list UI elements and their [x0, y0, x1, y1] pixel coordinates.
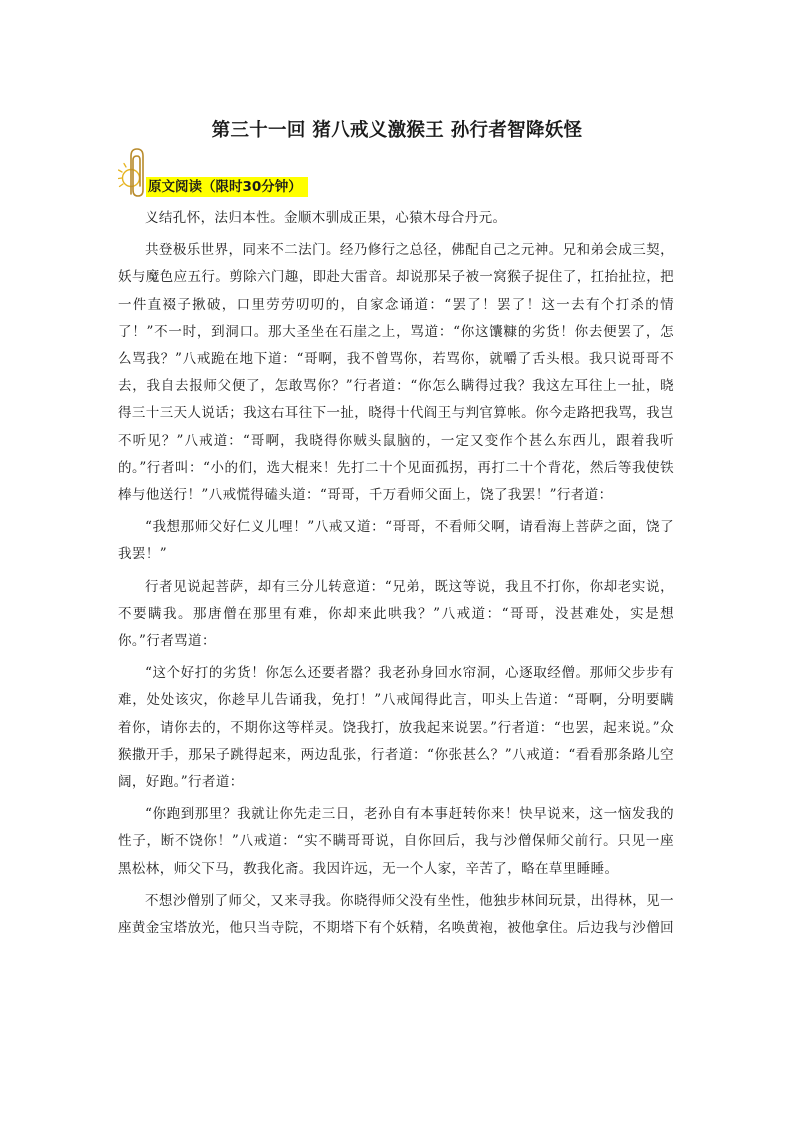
paragraph: 共登极乐世界，同来不二法门。经乃修行之总径，佛配自己之元神。兄和弟会成三契，妖与魔色应五行。剪除六门趣，即赴大雷音。却说那呆子被一窝猴子捉住了，扛抬扯拉，把一件直裰子揪破，口里劳劳叨叨的，自家念诵道：“罢了！罢了！这一去有个打杀的情了！”不一时，到洞口。那大圣坐在石崖之上，骂道：“你这馕糠的劣货！你去便罢了，怎么骂我？”八戒跪在地下道：“哥啊，我不曾骂你，若骂你，就嚼了舌头根。我只说哥哥不去，我自去报师父便了，怎敢骂你？”行者道：“你怎么瞒得过我？我这左耳往上一扯，晓得三十三天人说话；我这右耳往下一扯，晓得十代阎王与判官算帐。你今走路把我骂，我岂不听见？”八戒道：“哥啊，我晓得你贼头鼠脑的，一定又变作个甚么东西儿，跟着我听的。”行者叫：“小的们，选大棍来！先打二十个见面孤拐，再打二十个背花，然后等我使铁棒与他送行！”八戒慌得磕头道：“哥哥，千万看师父面上，饶了我罢！”行者道：: [118, 242, 674, 504]
article-body: [118, 205, 674, 947]
paragraph: 义结孔怀，法归本性。金顺木驯成正果，心猿木母合丹元。: [145, 210, 507, 226]
paragraph: 行者见说起菩萨，却有三分儿转意道：“兄弟，既这等说，我且不打你，你却老实说，不要瞒我。那唐僧在那里有难，你却来此哄我？”八戒道：“哥哥，没甚难处，实是想你。”行者骂道：: [118, 578, 674, 650]
paragraph: “你跑到那里？我就让你先走三日，老孙自有本事赶转你来！快早说来，这一恼发我的性子，断不饶你！”八戒道：“实不瞒哥哥说，自你回后，我与沙僧保师父前行。只见一座黑松林，师父下马，教我化斋。我因许远，无一个人家，辛苦了，略在草里睡睡。: [118, 806, 674, 877]
paragraph: “这个好打的劣货！你怎么还要者嚣？我老孙身回水帘洞，心逐取经僧。那师父步步有难，处处该灾，你趁早儿告诵我，免打！”八戒闻得此言，叩头上告道：“哥啊，分明要瞒着你，请你去的，不期你这等样灵。饶我打，放我起来说罢。”行者道：“也罢，起来说。”众猴撒开手，那呆子跳得起来，两边乱张，行者道：“你张甚么？”八戒道：“看看那条路儿空阔，好跑。”行者道：: [118, 665, 674, 791]
section-label: 原文阅读（限时30分钟）: [146, 177, 308, 197]
chapter-title: 第三十一回 猪八戒义激猴王 孙行者智降妖怪: [211, 120, 583, 142]
paragraph: 不想沙僧别了师父，又来寻我。你晓得师父没有坐性，他独步林间玩景，出得林，见一座黄金宝塔放光，他只当寺院，不期塔下有个妖精，名唤黄袍，被他拿住。后边我与沙僧回: [118, 892, 674, 937]
paragraph: “我想那师父好仁义儿哩！”八戒又道：“哥哥，不看师父啊，请看海上菩萨之面，饶了我罢！”: [118, 519, 674, 563]
section-header: [118, 146, 318, 202]
